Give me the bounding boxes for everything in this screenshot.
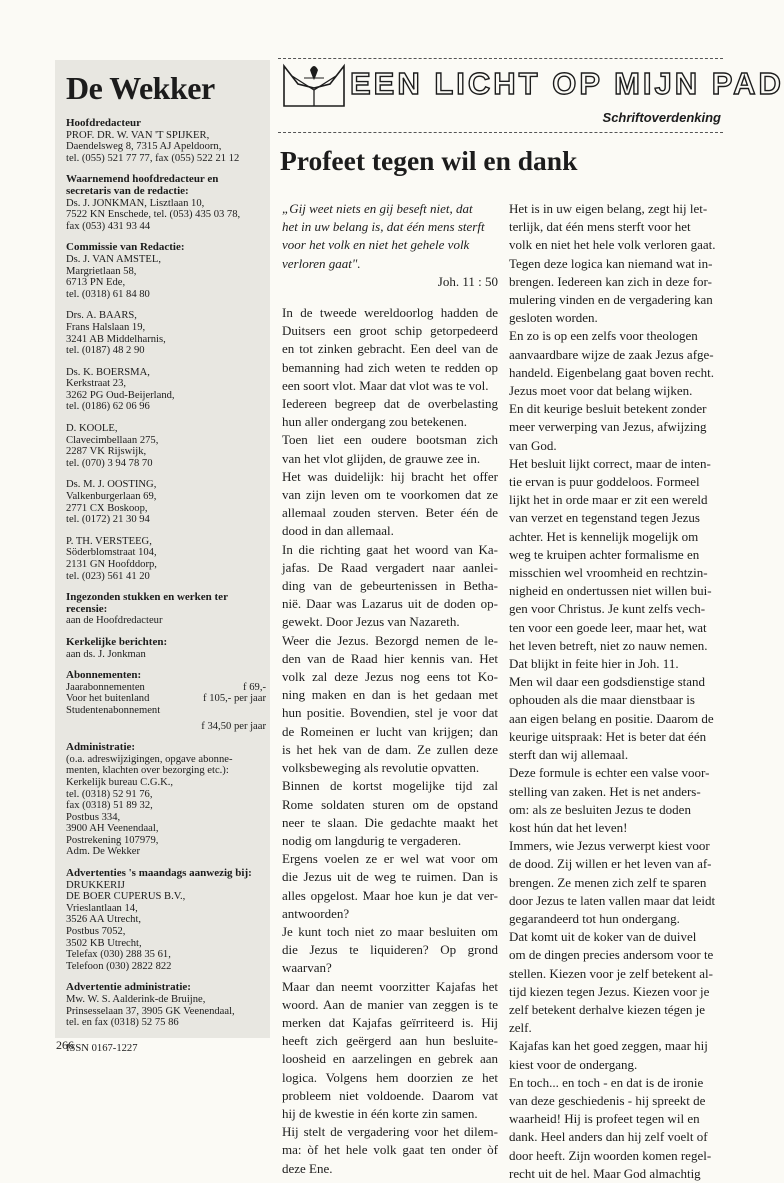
body-line: ning maken en dan is het gedaan met <box>282 687 498 703</box>
committee-heading: Commissie van Redactie: <box>66 241 185 254</box>
column-1-text <box>282 304 498 1178</box>
body-line: Ergens voelen ze er wel wat voor om <box>282 851 498 867</box>
body-line: Je kunt toch niet zo maar besluiten om <box>282 923 498 939</box>
subscriptions-heading: Abonnementen: <box>66 669 142 682</box>
body-line: mulering vinden en de vergadering kan <box>509 292 713 308</box>
text-line: menten, klachten over bezorging etc.): <box>66 765 229 777</box>
body-line: alles opgelost. Maar hoe kun je dat ver- <box>282 887 498 903</box>
epigraph-reference: Joh. 11 : 50 <box>437 273 498 289</box>
body-line: Binnen de kortst mogelijke tijd zal <box>282 778 498 794</box>
committee-list <box>66 254 266 582</box>
committee-member-line: 2287 VK Rijswijk, <box>66 446 147 458</box>
subscription-label: Voor het buitenland <box>66 693 150 705</box>
body-line: dood in dan allemaal. <box>282 523 394 539</box>
committee-member <box>66 310 266 356</box>
body-line: jafas. De Raad vergadert naar aanlei- <box>282 559 498 575</box>
committee-member-line: tel. (023) 561 41 20 <box>66 570 150 582</box>
ad-admin-lines <box>66 994 266 1029</box>
church-news-heading: Kerkelijke berichten: <box>66 635 168 648</box>
text-line: 3502 KB Utrecht, <box>66 937 142 949</box>
text-line: tel. (0318) 52 91 76, <box>66 788 153 800</box>
committee-member-line: 3262 PG Oud-Beijerland, <box>66 389 175 401</box>
body-line: meer verwerping van Jezus, afwijzing <box>509 419 707 435</box>
admin-block <box>66 742 266 858</box>
subscription-price: f 105,- per jaar <box>203 693 266 705</box>
committee-member-line: Ds. J. VAN AMSTEL, <box>66 253 161 265</box>
body-line: In die richting gaat het woord van Ka- <box>282 541 498 557</box>
subscription-label: Studentenabonnement <box>66 704 161 716</box>
body-line: Hij stelt de vergadering voor het dilem- <box>282 1124 498 1140</box>
quote-line: verloren gaat". <box>282 255 361 271</box>
body-line: En zo is op een zelfs voor theologen <box>509 328 698 344</box>
committee-member <box>66 423 266 469</box>
text-line: 3526 AA Utrecht, <box>66 914 142 926</box>
text-line: Adm. De Wekker <box>66 846 140 858</box>
body-line: ma: òf het hele volk gaat ten onder òf <box>282 1142 498 1158</box>
body-line: Rome soldaten sturen om de opstand <box>282 796 498 812</box>
body-line: waarheid! Hij is profeet tegen wil en <box>509 1111 700 1127</box>
body-line: Iedereen begreep dat de overbelasting <box>282 396 498 412</box>
body-line: Kajafas kan het goed zeggen, maar hij <box>509 1038 708 1054</box>
text-line: DE BOER CUPERUS B.V., <box>66 891 186 903</box>
body-line: door Jezus te laten vallen maar dat leidt <box>509 892 716 908</box>
body-line: den van de Raad hier kennis van. Het <box>282 650 498 666</box>
committee-member <box>66 367 266 413</box>
header-top-rule <box>278 58 723 59</box>
body-line: weg te kruipen achter formalisme en <box>509 546 700 562</box>
body-line: gesloten worden. <box>509 310 598 326</box>
banner-title: EEN LICHT OP MIJN PAD <box>350 66 784 101</box>
editor-block <box>66 118 266 164</box>
masthead: De Wekker <box>66 70 215 106</box>
body-line: om de dingen precies andersom voor te <box>509 947 714 963</box>
ad-admin-heading: Advertentie administratie: <box>66 981 191 994</box>
body-line: gewekt. Door Jezus van Nazareth. <box>282 614 460 630</box>
body-line: deze Ene. <box>282 1160 333 1176</box>
subscription-price: f 69,- <box>243 681 266 693</box>
body-line: een soort vlot. Maar dat vlot was te vol. <box>282 377 489 393</box>
section-header <box>278 56 784 134</box>
text-line: Postrekening 107979, <box>66 834 159 846</box>
body-line: bemanning had zich weten te redden op <box>282 359 498 375</box>
committee-member-line: P. TH. VERSTEEG, <box>66 535 152 547</box>
body-line: die Jezus te liquideren? Op grond <box>282 942 498 958</box>
submissions-heading: Ingezonden stukken en werken ter recensie: <box>66 591 228 615</box>
text-line: Postbus 7052, <box>66 926 126 938</box>
subscription-row <box>66 721 266 733</box>
body-line: de Romeinen er lucht van krijgen; dan <box>282 723 498 739</box>
committee-member-line: tel. (0318) 61 84 80 <box>66 288 150 300</box>
column-2-text <box>509 200 723 1183</box>
body-line: tijd kiezen tegen Jezus. Kiezen voor je <box>509 983 710 999</box>
text-line: Vrieslantlaan 14, <box>66 902 138 914</box>
text-line: Postbus 334, <box>66 811 121 823</box>
church-news-block <box>66 637 266 660</box>
text-line: tel. en fax (0318) 52 75 86 <box>66 1017 179 1029</box>
body-line: handeld. Eigenbelang gaat boven recht. <box>509 364 715 380</box>
body-line: achter. Het is kennelijk mogelijk om <box>509 528 699 544</box>
subscriptions-block <box>66 670 266 732</box>
body-line: kost hún dat het leven! <box>509 819 628 835</box>
article-column-1 <box>282 200 498 1178</box>
body-line: Het was duidelijk: hij bracht het offer <box>282 468 498 484</box>
body-line: merken dat Kajafas geïrriteerd is. Hij <box>282 1014 498 1030</box>
colophon-text <box>66 118 266 1054</box>
subscriptions-list <box>66 682 266 732</box>
body-line: hun positie. Bovendien, stel je voor dat <box>282 705 498 721</box>
body-line: is het hek van de dam. Ze zullen deze <box>282 741 498 757</box>
text-line: DRUKKERIJ <box>66 879 125 891</box>
body-line: Immers, wie Jezus verwerpt kiest voor <box>509 838 710 854</box>
text-line: fax (0318) 51 89 32, <box>66 800 153 812</box>
body-line: die Jezus uit de weg te ruimen. Dan is <box>282 869 498 885</box>
body-line: Het is in uw eigen belang, zegt hij let- <box>509 201 708 216</box>
admin-lines <box>66 754 266 858</box>
committee-member-line: Kerkstraat 23, <box>66 378 127 390</box>
body-line: stellen. Kiezen voor je zelf betekent al- <box>509 965 713 981</box>
subscription-row <box>66 705 266 717</box>
body-line: aanvaardbare wijze de zaak Jezus afge- <box>509 346 714 362</box>
submissions-line: aan de Hoofdredacteur <box>66 615 163 627</box>
committee-member-line: 2131 GN Hoofddorp, <box>66 559 157 570</box>
body-line: de dood. Zij willen er het leven van af- <box>509 856 712 872</box>
body-line: gegarandeerd tot hun ondergang. <box>509 910 680 926</box>
body-line: Dat komt uit de koker van de duivel <box>509 929 697 945</box>
body-line: Men wil daar een godsdienstige stand <box>509 674 706 690</box>
church-news-line: aan ds. J. Jonkman <box>66 648 146 660</box>
body-line: misschien wel vroomheid en rechtzin- <box>509 565 708 581</box>
deputy-block <box>66 174 266 232</box>
committee-member-line: Margrietlaan 58, <box>66 265 137 277</box>
body-line: Het besluit lijkt correct, maar de inten- <box>509 455 711 471</box>
ads-heading: Advertenties 's maandags aanwezig bij: <box>66 867 252 880</box>
body-line: en tot zinken gebracht. Een deel van de <box>282 341 498 357</box>
committee-member-line: D. KOOLE, <box>66 423 118 435</box>
committee-member-line: Valkenburgerlaan 69, <box>66 491 157 503</box>
submissions-block <box>66 592 266 627</box>
body-line: nigheid en ondertussen niet willen bui- <box>509 583 712 599</box>
text-line: Kerkelijk bureau C.G.K., <box>66 776 174 788</box>
body-line: Weer die Jezus. Bezorgd nemen de le- <box>282 632 498 648</box>
committee-member <box>66 536 266 582</box>
subscription-row <box>66 682 266 694</box>
body-line: door heeft. Zijn woorden komen regel- <box>509 1147 712 1163</box>
editor-lines <box>66 130 266 165</box>
issn: ISSN 0167-1227 <box>66 1042 138 1054</box>
committee-member-line: Ds. M. J. OOSTING, <box>66 479 157 491</box>
body-line: sterft dan wij allemaal. <box>509 747 629 763</box>
quote-line: voor het volk en niet het gehele volk <box>282 237 470 253</box>
body-line: antwoorden? <box>282 905 350 921</box>
committee-member-line: 6713 PN Ede, <box>66 277 126 289</box>
body-line: van het vlot glijden, de grauwe zee in. <box>282 450 481 466</box>
header-bottom-rule <box>278 132 723 133</box>
body-line: van deze geschiedenis - hij spreekt de <box>509 1092 706 1108</box>
committee-member <box>66 479 266 525</box>
body-line: volk en niet het hele volk verloren gaat. <box>509 237 716 253</box>
text-line: (o.a. adreswijzigingen, opgave abonne- <box>66 753 233 765</box>
epigraph-quote <box>282 200 498 273</box>
body-line: Maar dan neemt voorzitter Kajafas het <box>282 978 498 994</box>
body-line: recht uit de hel. Maar God almachtig <box>509 1165 701 1181</box>
committee-member-line: tel. (0186) 62 06 96 <box>66 401 150 413</box>
body-line: heeft zich geërgerd aan hun besluite- <box>282 1033 498 1049</box>
admin-heading: Administratie: <box>66 741 136 754</box>
committee-member-line: Drs. A. BAARS, <box>66 310 137 322</box>
text-line: Prinsesselaan 37, 3905 GK Veenendaal, <box>66 1005 235 1017</box>
body-line: logica. Volgens hem doorzien ze het <box>282 1069 498 1085</box>
body-line: van God. <box>509 437 557 453</box>
page-number: 266 <box>56 1038 74 1052</box>
subscription-row <box>66 693 266 705</box>
committee-member-line: Frans Halslaan 19, <box>66 321 146 333</box>
section-label: Schriftoverdenking <box>602 110 721 125</box>
deputy-lines <box>66 198 266 233</box>
body-line: neer te slaan. Die gedachte maakt het <box>282 814 498 830</box>
committee-member-line: 3241 AB Middelharnis, <box>66 333 166 345</box>
body-line: terlijk, dat één mens sterft voor het <box>509 219 691 235</box>
body-line: Tegen deze logica kan niemand wat in- <box>509 255 713 271</box>
committee-member-line: tel. (070) 3 94 78 70 <box>66 457 153 469</box>
body-line: Toen liet een oudere bootsman zich <box>282 432 498 448</box>
body-line: Deze formule is echter een valse voor- <box>509 765 710 781</box>
body-line: probleem niet voldoende. Daarom vat <box>282 1087 498 1103</box>
body-line: dank. Heel anders dan hij zelf voelt of <box>509 1129 708 1145</box>
body-line: volk zal deze Jezus nog eens tot Ko- <box>282 669 498 685</box>
body-line: ten voor een goede leer, maar het, wat <box>509 619 707 635</box>
body-line: van zijn leven om te voorkomen dat ze <box>282 487 498 503</box>
body-line: In de tweede wereldoorlog hadden de <box>282 305 498 321</box>
body-line: om: als ze besluiten Jezus te doden <box>509 801 691 817</box>
body-line: Duitsers een groot schip getorpedeerd <box>282 323 498 339</box>
committee-member-line: Ds. K. BOERSMA, <box>66 366 150 378</box>
subscription-price: f 34,50 per jaar <box>201 720 266 732</box>
body-line: En dit keurige besluit betekent zonder <box>509 401 707 417</box>
text-line: 7522 KN Enschede, tel. (053) 435 03 78, <box>66 209 241 221</box>
body-line: Dat blijkt in feite hier in Joh. 11. <box>509 656 679 672</box>
text-line: fax (053) 431 93 44 <box>66 220 151 232</box>
body-line: nodig om langdurig te vergaderen. <box>282 832 462 848</box>
text-line: 3900 AH Veenendaal, <box>66 823 159 835</box>
ads-lines <box>66 880 266 973</box>
body-line: waarvan? <box>282 960 332 976</box>
text-line: Ds. J. JONKMAN, Lisztlaan 10, <box>66 197 205 209</box>
body-line: aan eigen belang en positie. Daarom de <box>509 710 714 726</box>
body-line: lijkt het in orde maar er zit een wereld <box>509 492 708 508</box>
article-title: Profeet tegen wil en dank <box>280 145 578 176</box>
body-line: hun aller ondergang zou betekenen. <box>282 414 467 430</box>
body-line: tie ervan is puur goddeloos. Formeel <box>509 474 700 490</box>
quote-line: „Gij weet niets en gij beseft niet, dat <box>282 201 473 216</box>
article-column-2 <box>509 200 723 1183</box>
body-line: het leven betreft, niet zo nauw nemen. <box>509 637 708 653</box>
body-line: van verzet en tegenstand tegen Jezus <box>509 510 700 526</box>
body-line: brengen. Iedereen kan zich in deze for- <box>509 273 712 289</box>
text-line: Daendelsweg 8, 7315 AJ Apeldoorn, <box>66 141 222 153</box>
body-line: woord. Aan de manier van zeggen is te <box>282 996 498 1012</box>
body-line: zelf. <box>509 1020 532 1036</box>
committee-member-line: Söderblomstraat 104, <box>66 547 157 559</box>
body-line: En toch... en toch - en dat is de ironie <box>509 1074 704 1090</box>
body-line: nië. Daar was Lazarus uit de doden op- <box>282 596 498 612</box>
quote-line: het in uw belang is, dat één mens sterft <box>282 219 485 235</box>
body-line: allemaal zouden sterven. Beter één de <box>282 505 498 521</box>
ads-block <box>66 868 266 972</box>
body-line: brengen. Ze menen zich zelf te sparen <box>509 874 707 890</box>
body-line: stelling van zaken. Het is net anders- <box>509 783 701 799</box>
committee-member-line: Clavecimbellaan 275, <box>66 434 159 446</box>
body-line: volksbeweging als revolutie opvatten. <box>282 760 480 776</box>
subscription-label: Jaarabonnementen <box>66 681 145 693</box>
text-line: Telefax (030) 288 35 61, <box>66 949 171 961</box>
lamp-book-icon <box>282 62 346 108</box>
text-line: Mw. W. S. Aalderink-de Bruijne, <box>66 994 206 1005</box>
committee-member <box>66 254 266 300</box>
body-line: keurige uitspraak: Het is beter dat één <box>509 728 707 744</box>
committee-member-line: tel. (0187) 48 2 90 <box>66 345 145 357</box>
editor-heading: Hoofdredacteur <box>66 117 141 129</box>
text-line: Telefoon (030) 2822 822 <box>66 960 172 972</box>
body-line: ophouden als die maar dienstbaar is <box>509 692 695 708</box>
text-line: tel. (055) 521 77 77, fax (055) 522 21 12 <box>66 152 240 164</box>
body-line: hij de kwestie in één korte zin samen. <box>282 1105 478 1121</box>
deputy-heading: Waarnemend hoofdredacteur en secretaris van de redactie: <box>66 173 219 197</box>
body-line: kiest voor de ondergang. <box>509 1056 638 1072</box>
body-line: loosheid en aarzelingen en gebrek aan <box>282 1051 498 1067</box>
committee-member-line: tel. (0172) 21 30 94 <box>66 514 150 526</box>
body-line: ding van de gebeurtenissen in Betha- <box>282 578 498 594</box>
text-line: PROF. DR. W. VAN 'T SPIJKER, <box>66 129 210 141</box>
body-line: gen voor Christus. Je kunt zelfs vech- <box>509 601 706 617</box>
body-line: zelf betekent derhalve kiezen tégen je <box>509 1001 705 1017</box>
body-line: Jezus moet voor dat belang wijken. <box>509 383 693 399</box>
committee-member-line: 2771 CX Boskoop, <box>66 502 148 514</box>
ad-admin-block <box>66 982 266 1028</box>
